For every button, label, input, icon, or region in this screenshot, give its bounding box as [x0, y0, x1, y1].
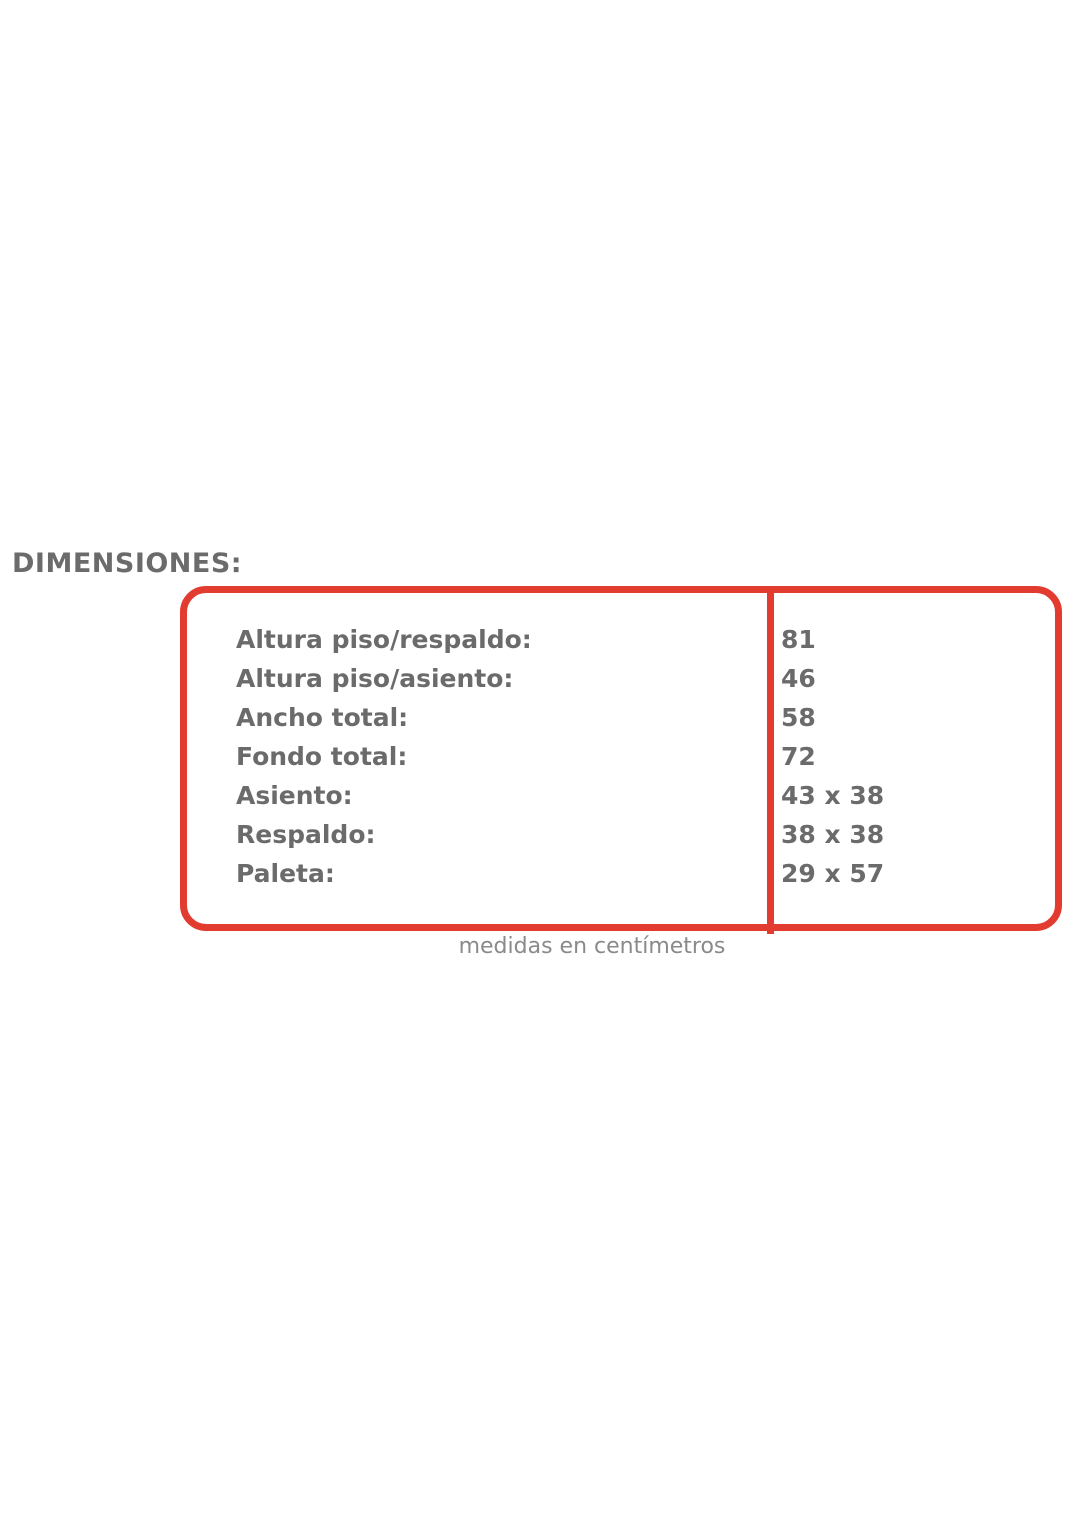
dimension-value: 46	[781, 664, 816, 693]
table-row	[236, 820, 1036, 859]
dimension-value: 72	[781, 742, 816, 771]
table-row	[236, 625, 1036, 664]
dimension-value: 29 x 57	[781, 859, 885, 888]
units-caption: medidas en centímetros	[445, 934, 740, 959]
dimensions-table	[236, 625, 1036, 898]
dimension-label: Ancho total:	[236, 703, 409, 732]
table-row	[236, 742, 1036, 781]
table-row	[236, 664, 1036, 703]
dimension-label: Altura piso/asiento:	[236, 664, 514, 693]
units-caption-wrapper	[0, 934, 1080, 959]
dimension-value: 43 x 38	[781, 781, 885, 810]
table-row	[236, 859, 1036, 898]
dimension-value: 58	[781, 703, 816, 732]
dimension-value: 38 x 38	[781, 820, 885, 849]
table-row	[236, 781, 1036, 820]
dimension-label: Fondo total:	[236, 742, 408, 771]
dimension-label: Altura piso/respaldo:	[236, 625, 532, 654]
page-title: DIMENSIONES:	[12, 548, 243, 579]
dimension-value: 81	[781, 625, 816, 654]
table-row	[236, 703, 1036, 742]
dimension-label: Respaldo:	[236, 820, 376, 849]
dimension-label: Paleta:	[236, 859, 335, 888]
dimension-label: Asiento:	[236, 781, 353, 810]
